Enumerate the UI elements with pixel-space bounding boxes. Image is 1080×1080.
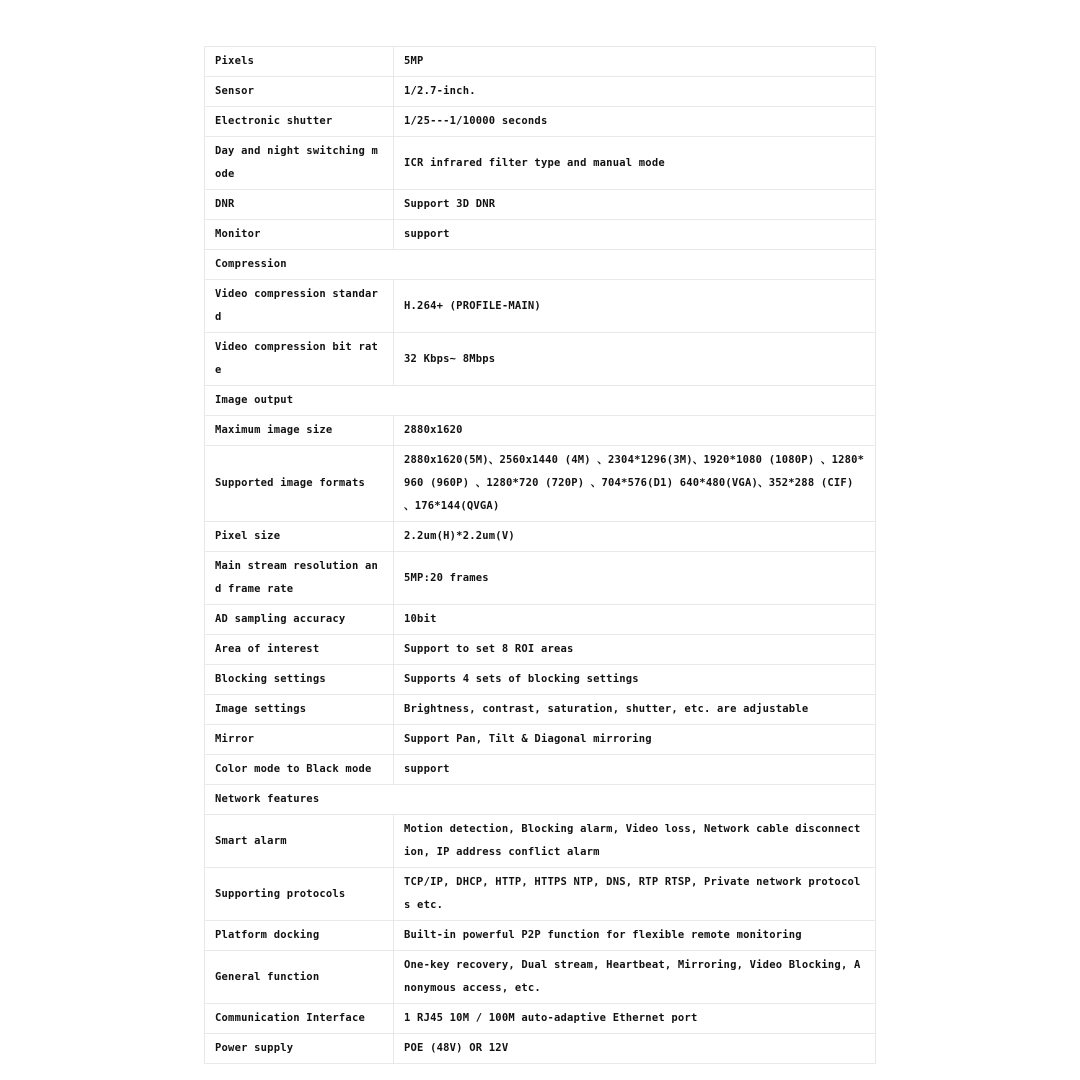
spec-label: Blocking settings	[205, 665, 394, 695]
spec-label: General function	[205, 951, 394, 1004]
spec-row	[205, 137, 876, 190]
spec-row	[205, 522, 876, 552]
spec-value: 32 Kbps~ 8Mbps	[394, 333, 876, 386]
spec-label: Power supply	[205, 1034, 394, 1064]
spec-row	[205, 47, 876, 77]
spec-value: Brightness, contrast, saturation, shutter, etc. are adjustable	[394, 695, 876, 725]
section-title: Image output	[205, 386, 876, 416]
spec-label: Platform docking	[205, 921, 394, 951]
spec-label: Sensor	[205, 77, 394, 107]
spec-row	[205, 921, 876, 951]
spec-row	[205, 446, 876, 522]
spec-value: POE (48V) OR 12V	[394, 1034, 876, 1064]
spec-label: Monitor	[205, 220, 394, 250]
spec-value: 1/25---1/10000 seconds	[394, 107, 876, 137]
spec-label: Pixels	[205, 47, 394, 77]
spec-value: TCP/IP, DHCP, HTTP, HTTPS NTP, DNS, RTP RTSP, Private network protocols etc.	[394, 868, 876, 921]
spec-row	[205, 220, 876, 250]
section-title: Compression	[205, 250, 876, 280]
spec-value: H.264+ (PROFILE-MAIN)	[394, 280, 876, 333]
spec-label: Communication Interface	[205, 1004, 394, 1034]
spec-row	[205, 1004, 876, 1034]
spec-label: Color mode to Black mode	[205, 755, 394, 785]
spec-row	[205, 1034, 876, 1064]
spec-value: 2880x1620(5M)、2560x1440 (4M) 、2304*1296(3M)、1920*1080 (1080P) 、1280*960 (960P) 、1280*720 (720P) 、704*576(D1) 640*480(VGA)、352*288 (CIF) 、176*144(QVGA)	[394, 446, 876, 522]
spec-value: Built-in powerful P2P function for flexible remote monitoring	[394, 921, 876, 951]
spec-value: 5MP:20 frames	[394, 552, 876, 605]
spec-row	[205, 868, 876, 921]
spec-table	[204, 46, 876, 1064]
spec-row	[205, 77, 876, 107]
spec-row	[205, 755, 876, 785]
spec-value: 1 RJ45 10M / 100M auto-adaptive Ethernet port	[394, 1004, 876, 1034]
spec-label: DNR	[205, 190, 394, 220]
spec-label: Area of interest	[205, 635, 394, 665]
spec-label: Image settings	[205, 695, 394, 725]
spec-label: Maximum image size	[205, 416, 394, 446]
section-title: Network features	[205, 785, 876, 815]
spec-value: 2880x1620	[394, 416, 876, 446]
spec-value: Support to set 8 ROI areas	[394, 635, 876, 665]
spec-value: Support Pan, Tilt & Diagonal mirroring	[394, 725, 876, 755]
spec-row	[205, 725, 876, 755]
spec-value: 2.2um(H)*2.2um(V)	[394, 522, 876, 552]
spec-label: Pixel size	[205, 522, 394, 552]
spec-row	[205, 333, 876, 386]
spec-value: ICR infrared filter type and manual mode	[394, 137, 876, 190]
spec-row	[205, 695, 876, 725]
spec-row	[205, 951, 876, 1004]
spec-value: 10bit	[394, 605, 876, 635]
spec-row	[205, 416, 876, 446]
spec-label: Main stream resolution and frame rate	[205, 552, 394, 605]
spec-label: Mirror	[205, 725, 394, 755]
spec-value: Motion detection, Blocking alarm, Video loss, Network cable disconnection, IP address conflict alarm	[394, 815, 876, 868]
spec-label: Electronic shutter	[205, 107, 394, 137]
section-header-row	[205, 250, 876, 280]
spec-label: AD sampling accuracy	[205, 605, 394, 635]
spec-value: 5MP	[394, 47, 876, 77]
spec-row	[205, 605, 876, 635]
spec-row	[205, 190, 876, 220]
spec-value: support	[394, 220, 876, 250]
spec-label: Supporting protocols	[205, 868, 394, 921]
spec-value: Support 3D DNR	[394, 190, 876, 220]
spec-row	[205, 635, 876, 665]
spec-label: Supported image formats	[205, 446, 394, 522]
spec-table-body	[205, 47, 876, 1064]
section-header-row	[205, 785, 876, 815]
spec-label: Smart alarm	[205, 815, 394, 868]
spec-label: Video compression standard	[205, 280, 394, 333]
spec-row	[205, 107, 876, 137]
spec-label: Video compression bit rate	[205, 333, 394, 386]
spec-row	[205, 665, 876, 695]
spec-value: 1/2.7-inch.	[394, 77, 876, 107]
spec-row	[205, 280, 876, 333]
spec-row	[205, 815, 876, 868]
spec-value: One-key recovery, Dual stream, Heartbeat, Mirroring, Video Blocking, Anonymous access, etc.	[394, 951, 876, 1004]
spec-value: Supports 4 sets of blocking settings	[394, 665, 876, 695]
section-header-row	[205, 386, 876, 416]
spec-row	[205, 552, 876, 605]
spec-value: support	[394, 755, 876, 785]
spec-label: Day and night switching mode	[205, 137, 394, 190]
